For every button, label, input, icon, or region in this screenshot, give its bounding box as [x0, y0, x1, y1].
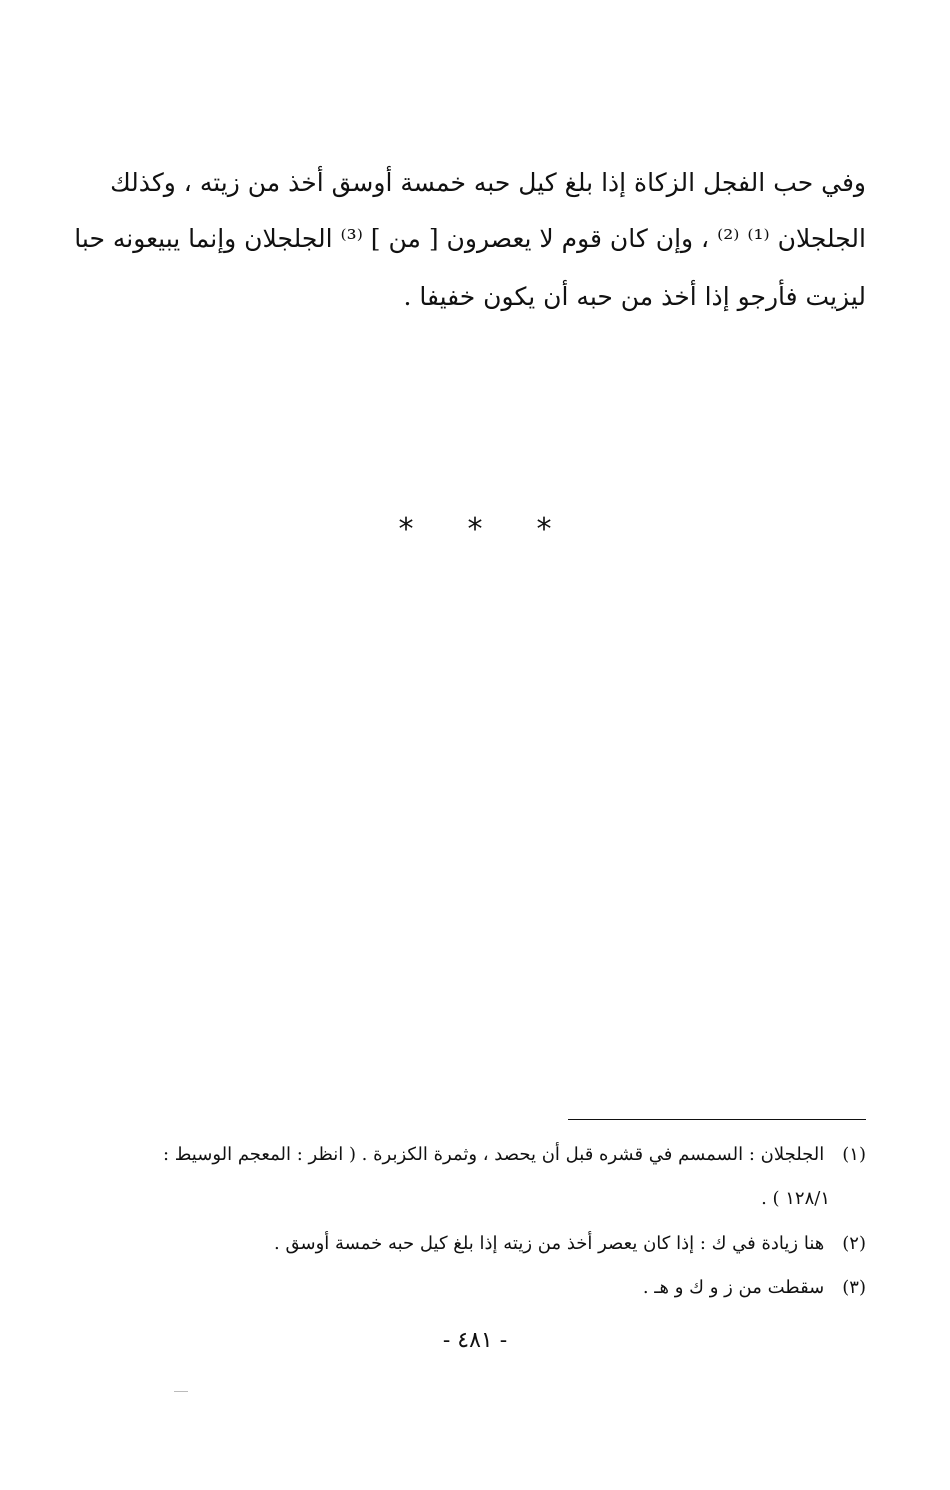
page-number: - ٤٨١ -: [442, 1328, 508, 1353]
separator-asterisk: *: [467, 512, 483, 547]
body-line-2: الجلجلان ⁽¹⁾ ⁽²⁾ ، وإن كان قوم لا يعصرون [ من ] ⁽³⁾ الجلجلان وإنما يبيعونه حبا: [74, 224, 866, 253]
scan-mark: [174, 1391, 188, 1392]
footnote-text: هنا زيادة في ك : إذا كان يعصر أخذ من زيته إذا بلغ كيل حبه خمسة أوسق .: [274, 1233, 825, 1254]
footnote-divider: [568, 1119, 866, 1120]
footnote-number: (٣): [842, 1277, 866, 1298]
body-line-3: ليزيت فأرجو إذا أخذ من حبه أن يكون خفيفا .: [403, 282, 866, 311]
footnote-number: (١): [842, 1144, 866, 1165]
footnote-3: [86, 1276, 866, 1300]
section-separator: [0, 512, 950, 548]
body-line-1: وفي حب الفجل الزكاة إذا بلغ كيل حبه خمسة أوسق أخذ من زيته ، وكذلك: [110, 168, 866, 197]
footnote-2: [86, 1232, 866, 1256]
separator-asterisk: *: [536, 512, 552, 547]
footnote-number: (٢): [842, 1233, 866, 1254]
footnote-1: [86, 1143, 866, 1167]
footnote-text: سقطت من ز و ك و هـ .: [642, 1277, 825, 1298]
separator-asterisk: *: [398, 512, 414, 547]
footnote-text: الجلجلان : السمسم في قشره قبل أن يحصد ، وثمرة الكزبرة . ( انظر : المعجم الوسيط :: [162, 1144, 825, 1165]
footnote-1-continuation: ١٢٨/١ ) .: [761, 1188, 830, 1209]
